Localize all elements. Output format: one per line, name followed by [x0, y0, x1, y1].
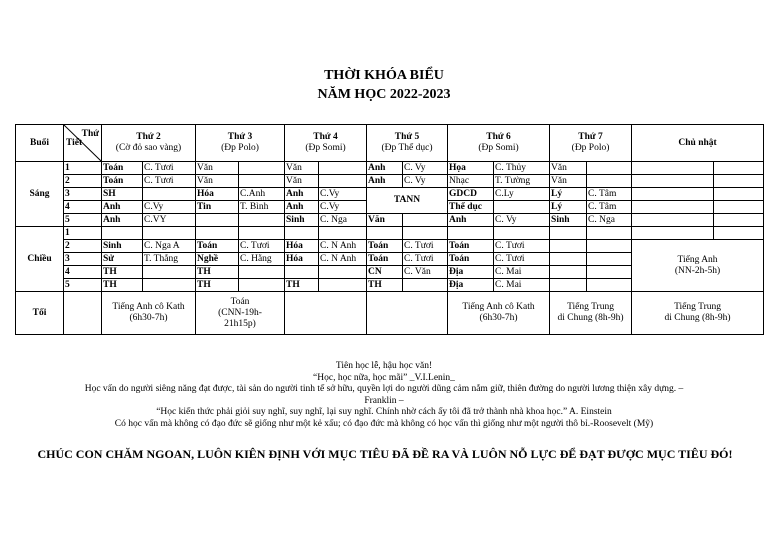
header-day-6: Thứ 6 (Đp Somi) [448, 125, 550, 162]
cn-afternoon-english: Tiếng Anh (NN-2h-5h) [632, 240, 764, 292]
header-thu: Thứ [81, 129, 99, 139]
eve-t2: Tiếng Anh cô Kath (6h30-7h) [102, 292, 196, 335]
eve-t7: Tiếng Trung di Chung (8h-9h) [550, 292, 632, 335]
header-day-3: Thứ 3 (Đp Polo) [196, 125, 285, 162]
table-row: 5 Anh C.VY Sinh C. Nga Văn Anh C. Vy Sinh C. Nga [16, 214, 764, 227]
session-afternoon: Chiều [16, 227, 64, 292]
timetable [15, 124, 764, 335]
tann-cell: TANN [367, 188, 448, 214]
eve-cn: Tiếng Trung di Chung (8h-9h) [632, 292, 764, 335]
table-row-evening [16, 292, 764, 335]
session-evening: Tối [16, 292, 64, 335]
header-day-2: Thứ 2 (Cờ đỏ sao vàng) [102, 125, 196, 162]
table-row: 2 Sinh C. Nga A Toán C. Tươi Hóa C. N Anh Toán C. Tươi Toán C. Tươi Tiếng Anh (NN-2h-5h) [16, 240, 764, 253]
quote-line: Tiên học lễ, hậu học văn! [335, 361, 433, 371]
table-row: 5 TH TH TH TH Địa C. Mai [16, 279, 764, 292]
final-message: CHÚC CON CHĂM NGOAN, LUÔN KIÊN ĐỊNH VỚI MỤC TIÊU ĐÃ ĐỀ RA VÀ LUÔN NỖ LỰC ĐỂ ĐẠT ĐƯỢC MỤC TIÊU ĐÓ! [37, 447, 733, 461]
quote-line: “Học, học nữa, học mãi” _V.I.Lenin_ [313, 372, 455, 383]
header-day-5: Thứ 5 (Đp Thể dục) [367, 125, 448, 162]
header-day-4: Thứ 4 (Đp Somi) [285, 125, 367, 162]
header-tiet: Tiết [66, 138, 83, 148]
table-row: 4 Anh C.Vy Tin T. Bình Anh C.Vy Thể dục Lý C. Tâm [16, 201, 764, 214]
school-year: NĂM HỌC 2022-2023 [317, 87, 451, 102]
table-row: 4 TH TH CN C. Văn Địa C. Mai [16, 266, 764, 279]
header-day-7: Thứ 7 (Đp Polo) [550, 125, 632, 162]
quote-line: Franklin – [364, 395, 404, 406]
table-row: 3 SH Hóa C.Anh Anh C.Vy TANN GDCD C.Ly Lý C. Tâm [16, 188, 764, 201]
table-row: Chiều 1 [16, 227, 764, 240]
quote-line: “Học kiến thức phải giỏi suy nghĩ, suy nghĩ, lại suy nghĩ. Chính nhờ cách ấy tôi đã trở thành nhà khoa học.” A. Einstein [156, 407, 612, 417]
quote-line: Có học vấn mà không có đạo đức sẽ giống như một kẻ xấu; có đạo đức mà không có học vấn thì giống như một người thô bỉ.-Roosevelt (Mỹ) [114, 418, 654, 429]
table-row: 3 Sử T. Thắng Nghề C. Hằng Hóa C. N Anh Toán C. Tươi Toán C. Tươi [16, 253, 764, 266]
eve-t6: Tiếng Anh cô Kath (6h30-7h) [448, 292, 550, 335]
table-row: Sáng 1 Toán C. Tươi Văn Văn Anh C. Vy Họa C. Thủy Văn [16, 162, 764, 175]
eve-t3: Toán (CNN-19h- 21h15p) [196, 292, 285, 335]
header-buoi: Buổi [16, 125, 64, 162]
header-thu-tiet [64, 125, 102, 162]
quote-line: Học vấn do người siêng năng đạt được, tài sản do người tinh tế sở hữu, quyền lợi do người dũng cảm nắm giữ, thiên đường do người lương thiện xây dựng. – [84, 384, 684, 394]
page-title: THỜI KHÓA BIỂU [324, 68, 444, 83]
table-row: 2 Toán C. Tươi Văn Văn Anh C. Vy Nhạc T. Tường Văn [16, 175, 764, 188]
header-day-cn: Chủ nhật [632, 125, 764, 162]
session-morning: Sáng [16, 162, 64, 227]
header-row [16, 125, 764, 162]
quotes [10, 361, 758, 430]
